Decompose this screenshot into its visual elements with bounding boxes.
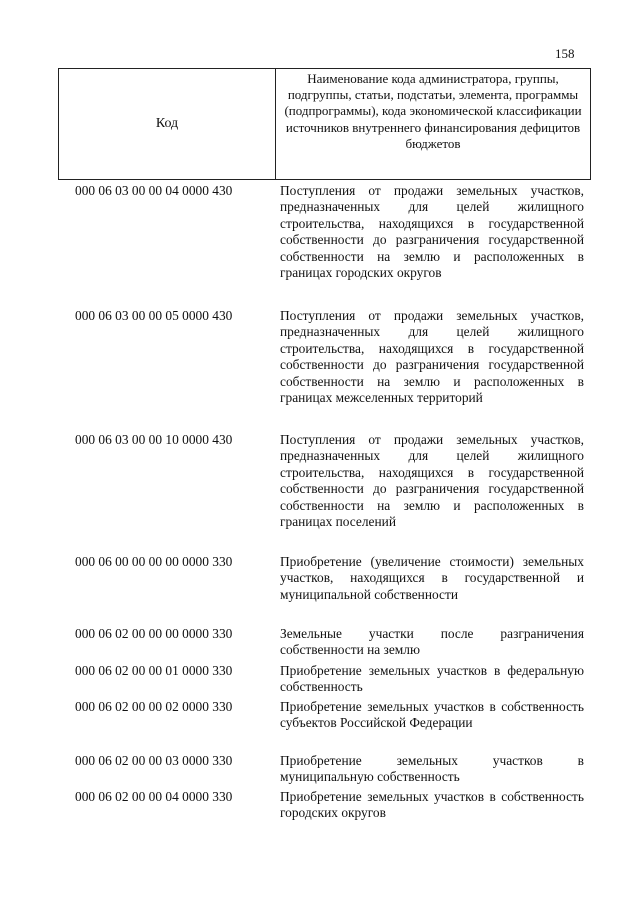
row-code: 000 06 02 00 00 04 0000 330 xyxy=(75,789,233,804)
table-row xyxy=(58,626,591,663)
row-code: 000 06 02 00 00 01 0000 330 xyxy=(75,663,233,678)
header-name: Наименование кода администратора, группы, подгруппы, статьи, подстатьи, элемента, программы (подпрограммы), кода экономической классификации источников внутреннего финансирования дефицитов бюджетов xyxy=(284,71,582,151)
table-row xyxy=(58,308,591,432)
row-code: 000 06 02 00 00 03 0000 330 xyxy=(75,753,233,768)
header-code: Код xyxy=(59,69,276,179)
row-name: Поступления от продажи земельных участков, предназначенных для целей жилищного строительства, находящихся в государственной собственности до разграничения государственной собственности на землю и расположенных в границах межселенных территорий xyxy=(280,308,584,406)
row-name: Поступления от продажи земельных участков, предназначенных для целей жилищного строительства, находящихся в государственной собственности до разграничения государственной собственности на землю и расположенных в границах городских округов xyxy=(280,183,584,281)
row-code: 000 06 02 00 00 02 0000 330 xyxy=(75,699,233,714)
row-code: 000 06 03 00 00 10 0000 430 xyxy=(75,432,233,447)
row-name: Земельные участки после разграничения собственности на землю xyxy=(280,626,584,658)
row-name: Приобретение земельных участков в федеральную собственность xyxy=(280,663,584,695)
table-row xyxy=(58,183,591,308)
table-row xyxy=(58,699,591,753)
row-code: 000 06 03 00 00 04 0000 430 xyxy=(75,183,233,198)
row-name: Приобретение земельных участков в собственность субъектов Российской Федерации xyxy=(280,699,584,731)
row-name: Приобретение земельных участков в собственность городских округов xyxy=(280,789,584,821)
row-name: Поступления от продажи земельных участков, предназначенных для целей жилищного строительства, находящихся в государственной собственности до разграничения государственной собственности на землю и расположенных в границах поселений xyxy=(280,432,584,530)
table-row xyxy=(58,432,591,554)
table-row xyxy=(58,753,591,789)
table-row xyxy=(58,554,591,626)
table-row xyxy=(58,663,591,699)
row-code: 000 06 03 00 00 05 0000 430 xyxy=(75,308,233,323)
table-body xyxy=(58,183,591,825)
row-code: 000 06 02 00 00 00 0000 330 xyxy=(75,626,233,641)
row-name: Приобретение земельных участков в муниципальную собственность xyxy=(280,753,584,785)
row-code: 000 06 00 00 00 00 0000 330 xyxy=(75,554,233,569)
table-row xyxy=(58,789,591,825)
row-name: Приобретение (увеличение стоимости) земельных участков, находящихся в государственной и муниципальной собственности xyxy=(280,554,584,602)
table-header xyxy=(58,68,591,180)
classification-table xyxy=(58,68,591,825)
page-number: 158 xyxy=(555,46,575,61)
